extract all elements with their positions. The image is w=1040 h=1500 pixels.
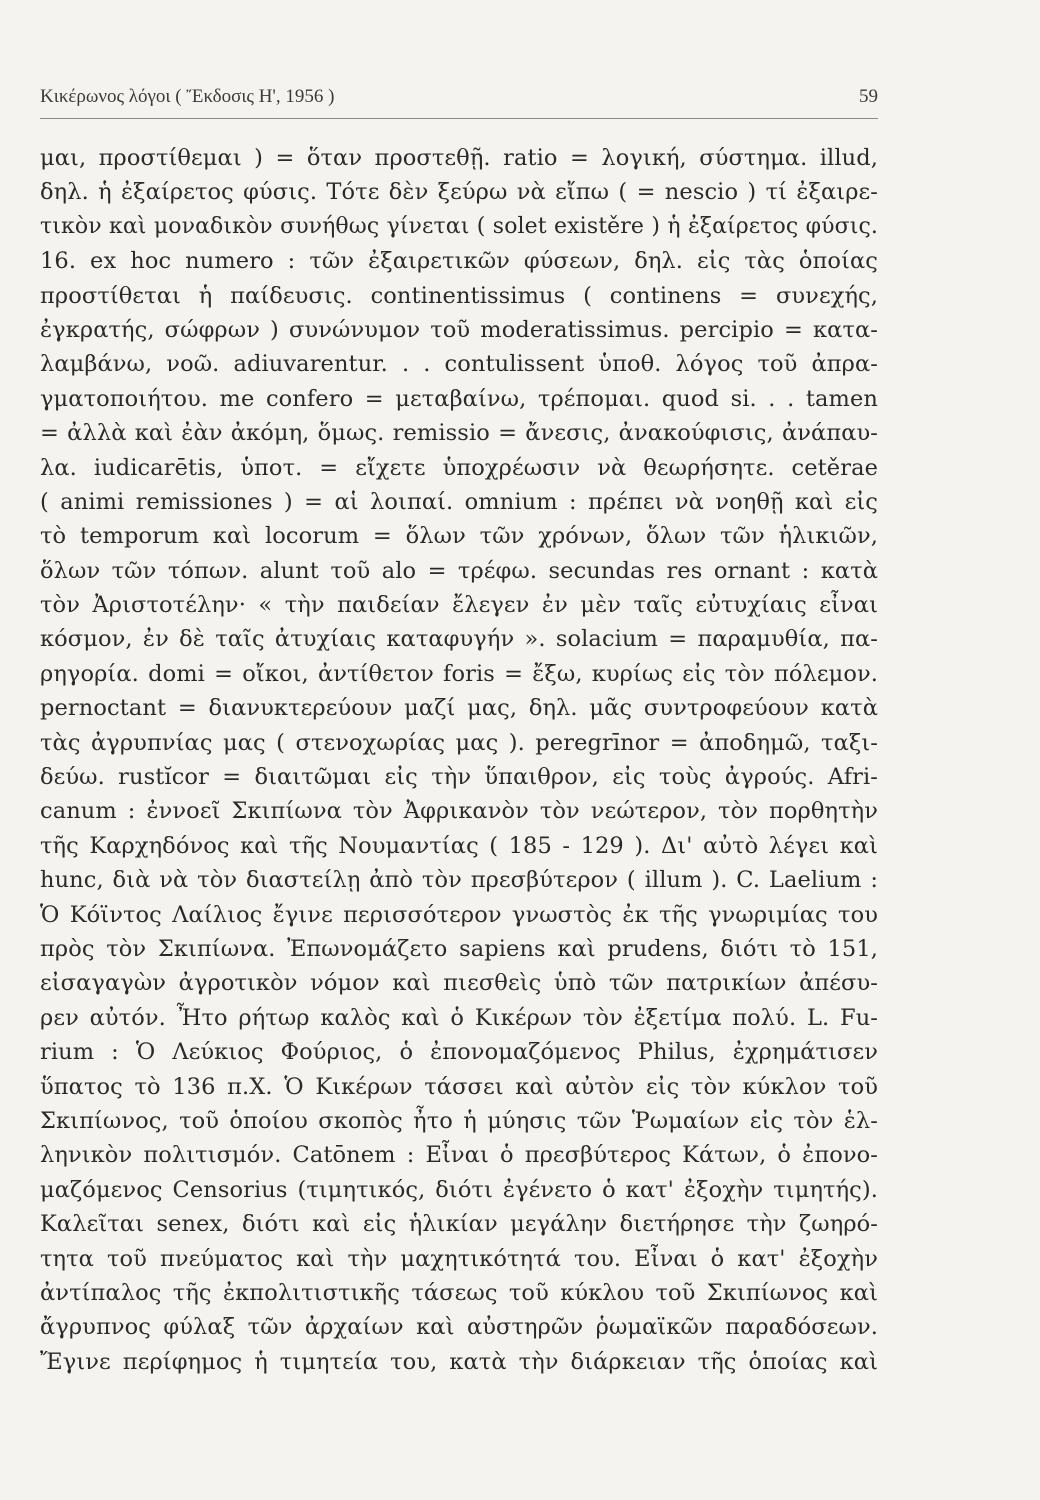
text-line: λα. iudicarētis, ὑποτ. = εἴχετε ὑποχρέωσιν νὰ θεωρήσητε. cetěrae <box>40 454 878 481</box>
header-rule <box>40 118 878 119</box>
text-line: ὅλων τῶν τόπων. alunt τοῦ alo = τρέφω. secundas res ornant : κατὰ <box>40 557 878 584</box>
text-line: τικὸν καὶ μοναδικὸν συνήθως γίνεται ( solet existěre ) ἡ ἐξαίρετος φύσις. <box>40 213 878 239</box>
text-line: ἄγρυπνος φύλαξ τῶν ἀρχαίων καὶ αὐστηρῶν ῥωμαϊκῶν παραδόσεων. <box>40 1314 878 1341</box>
text-line: μαζόμενος Censorius (τιμητικός, διότι ἐγένετο ὁ κατ' ἐξοχὴν τιμητής). <box>40 1176 878 1203</box>
text-line: τητα τοῦ πνεύματος καὶ τὴν μαχητικότητά του. Εἶναι ὁ κατ' ἐξοχὴν <box>40 1245 878 1272</box>
text-line: ληνικὸν πολιτισμόν. Catōnem : Εἶναι ὁ πρεσβύτερος Κάτων, ὁ ἐπονο- <box>40 1142 878 1169</box>
text-line: κόσμον, ἐν δὲ ταῖς ἀτυχίαις καταφυγήν ». solacium = παραμυθία, πα- <box>40 626 879 653</box>
text-line: δηλ. ἡ ἐξαίρετος φύσις. Τότε δὲν ξεύρω νὰ εἴπω ( = nescio ) τί ἐξαιρε- <box>40 179 878 206</box>
text-line: = ἀλλὰ καὶ ἐὰν ἀκόμη, ὅμως. remissio = ἄνεσις, ἀνακούφισις, ἀνάπαυ- <box>40 420 878 447</box>
text-line: Καλεῖται senex, διότι καὶ εἰς ἡλικίαν μεγάλην διετήρησε τὴν ζωηρό- <box>40 1211 878 1238</box>
text-line: hunc, διὰ νὰ τὸν διαστείλῃ ἀπὸ τὸν πρεσβύτερον ( illum ). C. Laelium : <box>40 867 878 894</box>
running-title: Κικέρωνος λόγοι ( Ἔκδοσις Η', 1956 ) <box>40 86 335 107</box>
running-head <box>40 86 878 110</box>
text-line: rium : Ὁ Λεύκιος Φούριος, ὁ ἐπονομαζόμενος Philus, ἐχρημάτισεν <box>40 1039 878 1066</box>
text-line: τὸ temporum καὶ locorum = ὅλων τῶν χρόνων, ὅλων τῶν ἡλικιῶν, <box>40 523 878 550</box>
text-line: ὕπατος τὸ 136 π.Χ. Ὁ Κικέρων τάσσει καὶ αὐτὸν εἰς τὸν κύκλον τοῦ <box>40 1073 878 1100</box>
text-line: πρὸς τὸν Σκιπίωνα. Ἐπωνομάζετο sapiens καὶ prudens, διότι τὸ 151, <box>40 935 878 962</box>
text-line: τῆς Καρχηδόνος καὶ τῆς Νουμαντίας ( 185 - 129 ). Δι' αὐτὸ λέγει καὶ <box>40 832 878 859</box>
text-line: pernoctant = διανυκτερεύουν μαζί μας, δηλ. μᾶς συντροφεύουν κατὰ <box>40 695 878 722</box>
text-line: λαμβάνω, νοῶ. adiuvarentur. . . contulissent ὑποθ. λόγος τοῦ ἀπρα- <box>40 351 878 378</box>
text-line: δεύω. rustĭcor = διαιτῶμαι εἰς τὴν ὕπαιθρον, εἰς τοὺς ἀγρούς. Afri- <box>40 764 878 791</box>
text-line: ἐγκρατής, σώφρων ) συνώνυμον τοῦ moderatissimus. percipio = κατα- <box>40 316 878 343</box>
text-line: τὰς ἀγρυπνίας μας ( στενοχωρίας μας ). peregrīnor = ἀποδημῶ, ταξι- <box>40 729 878 756</box>
text-line: μαι, προστίθεμαι ) = ὅταν προστεθῇ. ratio = λογική, σύστημα. illud, <box>40 145 878 171</box>
text-line: γματοποιήτου. me confero = μεταβαίνω, τρέπομαι. quod si. . . tamen <box>40 385 878 412</box>
text-line: 16. ex hoc numero : τῶν ἐξαιρετικῶν φύσεων, δηλ. εἰς τὰς ὁποίας <box>40 248 878 275</box>
text-line: ρεν αὐτόν. Ἦτο ρήτωρ καλὸς καὶ ὁ Κικέρων τὸν ἐξετίμα πολύ. L. Fu- <box>40 1004 878 1031</box>
text-line: canum : ἐννοεῖ Σκιπίωνα τὸν Ἀφρικανὸν τὸν νεώτερον, τὸν πορθητὴν <box>40 798 878 825</box>
commentary-text <box>40 141 878 1379</box>
text-line: προστίθεται ἡ παίδευσις. continentissimus ( continens = συνεχής, <box>40 282 878 309</box>
text-line: ἀντίπαλος τῆς ἐκπολιτιστικῆς τάσεως τοῦ κύκλου τοῦ Σκιπίωνος καὶ <box>40 1279 878 1306</box>
text-line: εἰσαγαγὼν ἀγροτικὸν νόμον καὶ πιεσθεὶς ὑπὸ τῶν πατρικίων ἀπέσυ- <box>40 970 878 997</box>
text-line: ρηγορία. domi = οἴκοι, ἀντίθετον foris = ἔξω, κυρίως εἰς τὸν πόλεμον. <box>40 660 878 687</box>
text-line: Σκιπίωνος, τοῦ ὁποίου σκοπὸς ἦτο ἡ μύησις τῶν Ῥωμαίων εἰς τὸν ἑλ- <box>40 1107 878 1134</box>
text-line: Ἔγινε περίφημος ἡ τιμητεία του, κατὰ τὴν διάρκειαν τῆς ὁποίας καὶ <box>40 1348 878 1375</box>
text-line: ( animi remissiones ) = αἱ λοιπαί. omnium : πρέπει νὰ νοηθῇ καὶ εἰς <box>40 488 878 515</box>
page-number: 59 <box>859 86 878 107</box>
text-line: τὸν Ἀριστοτέλην· « τὴν παιδείαν ἔλεγεν ἐν μὲν ταῖς εὐτυχίαις εἶναι <box>40 592 878 619</box>
text-line: Ὁ Κόϊντος Λαίλιος ἔγινε περισσότερον γνωστὸς ἐκ τῆς γνωριμίας του <box>40 901 878 928</box>
